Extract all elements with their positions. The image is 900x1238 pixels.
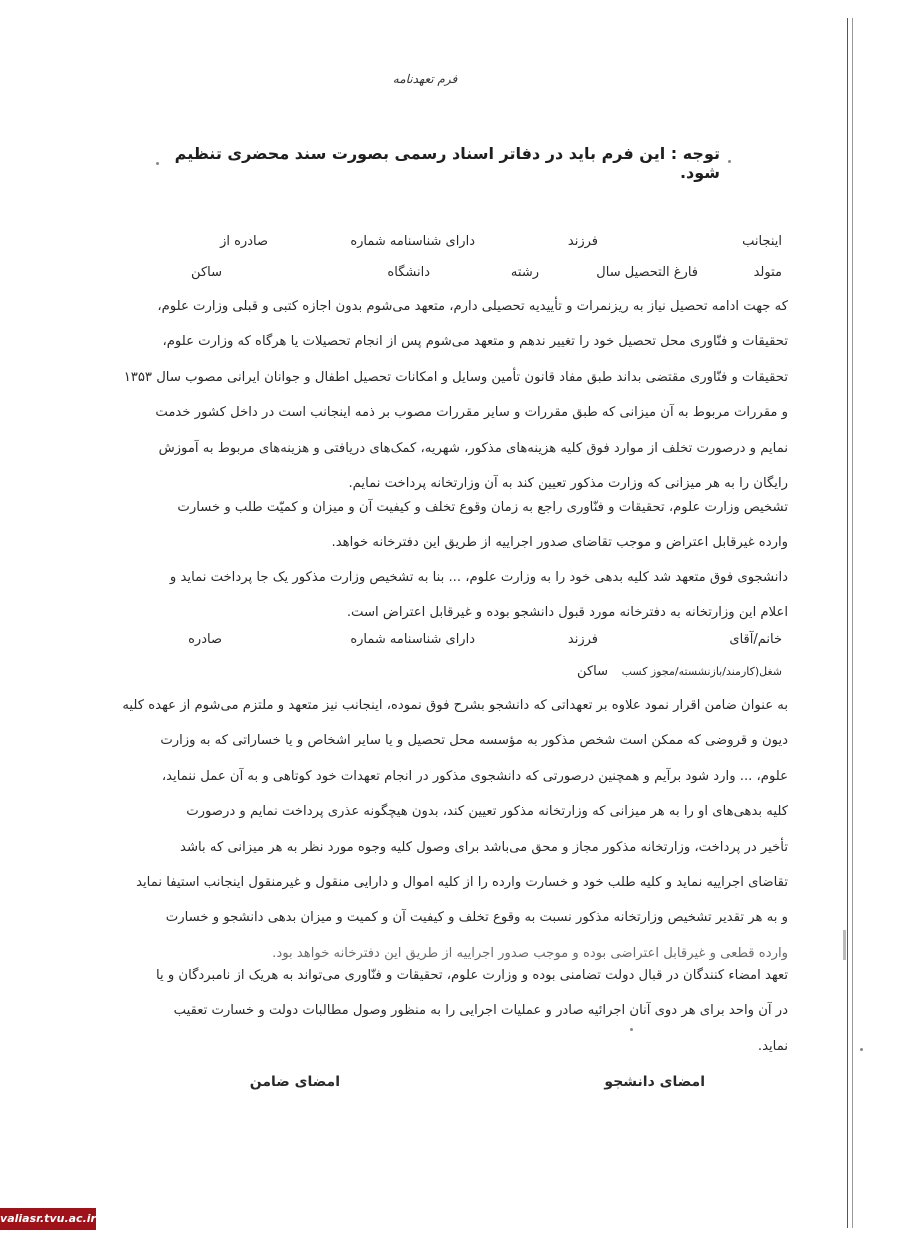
label-guarantor-child-of: فرزند xyxy=(567,632,598,647)
label-guarantor-id-number: دارای شناسنامه شماره xyxy=(350,632,475,647)
label-major: رشته xyxy=(510,265,539,280)
label-child-of: فرزند xyxy=(567,234,598,249)
label-mr-mrs: خانم/آقای xyxy=(729,632,782,647)
site-footer-badge[interactable]: valiasr.tvu.ac.ir xyxy=(0,1208,96,1230)
paragraph-student-debt: دانشجوی فوق متعهد شد کلیه بدهی خود را به وزارت علوم، ... بنا به تشخیص وزارت مذکور یک جا پرداخت نماید و اعلام این وزارتخانه به دفترخانه مورد قبول دانشجو بوده و غیرقابل اعتراض است. xyxy=(169,570,788,621)
label-graduation-year: فارغ التحصیل سال xyxy=(596,265,698,280)
page-margin-rule xyxy=(847,18,848,1228)
guarantor-signature-label: امضای ضامن xyxy=(249,1074,340,1090)
label-guarantor-resident: ساکن xyxy=(577,664,608,679)
label-resident: ساکن xyxy=(191,265,222,280)
label-occupation: شغل(کارمند/بازنشسته/مجوز کسب xyxy=(621,665,782,678)
handwritten-form-title: فرم تعهدنامه xyxy=(392,72,458,86)
label-issued-from: صادره از xyxy=(220,234,268,249)
label-applicant: اینجانب xyxy=(742,234,782,249)
scan-mark xyxy=(843,930,846,960)
scan-dot xyxy=(728,160,731,163)
paragraph-commitment: که جهت ادامه تحصیل نیاز به ریزنمرات و تأییدیه تحصیلی دارم، متعهد می‌شوم بدون اجازه کتبی و قبلی وزارت علوم، تحقیقات و فنّاوری محل تحصیل خود را تغییر ندهم و متعهد می‌شوم پس از انجام تحصیلات یا هرگاه که وزارت علوم، تحقیقات و فنّاوری مقتضی بداند طبق مفاد قانون تأمین وسایل و امکانات تحصیل اطفال و جوانان ایرانی مصوب سال ۱۳۵۳ و مقررات مربوط به آن میزانی که طبق مقررات و سایر مقررات مصوب بر ذمه اینجانب است در داخل کشور خدمت نمایم و درصورت تخلف از موارد فوق کلیه هزینه‌های مذکور، شهریه، کمک‌های دریافتی و هزینه‌های مربوط به آموزش رایگان را به هر میزانی که وزارت مذکور تعیین کند به آن وزارتخانه پرداخت نمایم. xyxy=(123,299,788,491)
student-signature-label: امضای دانشجو xyxy=(604,1074,705,1090)
paragraph-joint-liability: تعهد امضاء کنندگان در قبال دولت تضامنی بوده و وزارت علوم، تحقیقات و فنّاوری می‌تواند به هریک از نامبردگان و یا در آن واحد برای هر دوی آنان اجرائیه صادر و عملیات اجرایی را به منظور وصول مطالبات دولت و خسارت تعقیب نماید. xyxy=(155,968,788,1054)
label-university: دانشگاه xyxy=(387,265,430,280)
paragraph-guarantor: به عنوان ضامن اقرار نمود علاوه بر تعهداتی که دانشجو بشرح فوق نموده، اینجانب نیز متعهد و ملتزم می‌شوم از عهده کلیه دیون و قروضی که ممکن است شخص مذکور به مؤسسه محل تحصیل و یا سایر اشخاص و یا خساراتی که به وزارت علوم، ... وارد شود برآیم و همچنین درصورتی که دانشجوی مذکور در انجام تعهدات خود کوتاهی و به آن عمل ننماید، کلیه بدهی‌های او را به هر میزانی که وزارتخانه مذکور تعیین کند، بدون هیچگونه عذری پرداخت نمایم و درصورت تأخیر در پرداخت، وزارتخانه مذکور مجاز و محق می‌باشد برای وصول کلیه وجوه مورد نظر به هر میزانی که باشد تقاضای اجراییه نماید و کلیه طلب خود و خسارت وارده را از کلیه اموال و دارایی منقول و غیرمنقول اینجانب استیفا نماید و به هر تقدیر تشخیص وزارتخانه مذکور نسبت به وقوع تخلف و کیفیت آن و کمیت و میزان بدهی دانشجو و خسارت وارده قطعی و غیرقابل اعتراضی بوده و موجب صدور اجراییه از طریق این دفترخانه خواهد بود. xyxy=(122,698,788,961)
notice-heading: توجه : این فرم باید در دفاتر اسناد رسمی بصورت سند محضری تنظیم شود. xyxy=(174,144,720,182)
page-margin-rule-secondary xyxy=(852,18,853,1228)
label-guarantor-issued: صادره xyxy=(188,632,222,647)
label-born: متولد xyxy=(753,265,782,280)
scan-dot xyxy=(860,1048,863,1051)
paragraph-ministry-assessment: تشخیص وزارت علوم، تحقیقات و فنّاوری راجع به زمان وقوع تخلف و کیفیت آن و میزان و کمیّت طلب و خسارت وارده غیرقابل اعتراض و موجب تقاضای صدور اجراییه از طریق این دفترخانه خواهد. xyxy=(177,500,788,551)
label-id-number: دارای شناسنامه شماره xyxy=(350,234,475,249)
